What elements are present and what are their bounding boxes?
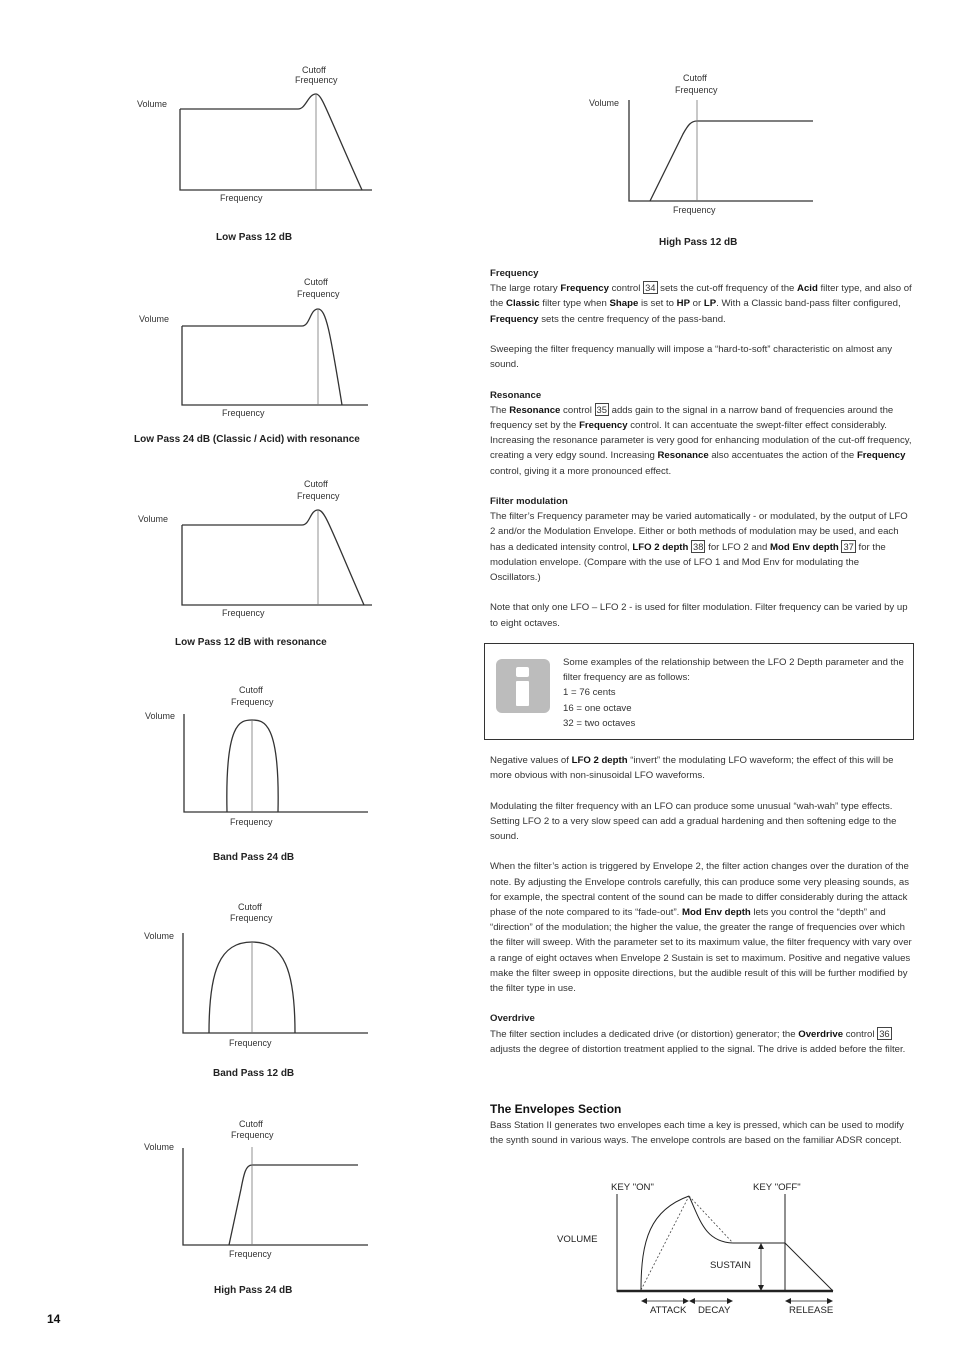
volume-label: Volume xyxy=(144,1142,175,1152)
volume-label: Volume xyxy=(145,711,176,721)
adsr-key-on-label: KEY "ON" xyxy=(611,1182,654,1193)
caption-hp24: High Pass 24 dB xyxy=(214,1285,293,1296)
cutoff-label: Cutoff xyxy=(239,685,263,695)
control-number-box: 38 xyxy=(693,540,704,552)
sweeping-paragraph: Sweeping the filter frequency manually will impose a “hard-to-soft” characteristic on almost any sound. xyxy=(490,344,893,371)
cutoff-label-2: Frequency xyxy=(231,697,274,707)
diagram-low-pass-12 xyxy=(130,60,380,205)
adsr-sustain-label: SUSTAIN xyxy=(710,1260,751,1271)
info-line: Some examples of the relationship between the LFO 2 Depth parameter and the filter frequency are as follows: xyxy=(563,657,904,684)
cutoff-label-2: Frequency xyxy=(675,85,718,95)
cutoff-label: Cutoff xyxy=(238,902,262,912)
frequency-label: Frequency xyxy=(222,608,265,618)
frequency-label: Frequency xyxy=(229,1249,272,1259)
heading-frequency: Frequency xyxy=(490,268,539,279)
cutoff-label: Cutoff xyxy=(304,479,328,489)
control-number-box: 37 xyxy=(843,540,854,552)
caption-bp12: Band Pass 12 dB xyxy=(213,1068,295,1079)
cutoff-label: Cutoff xyxy=(239,1119,263,1129)
negative-values-paragraph: Negative values of LFO 2 depth “invert” the modulating LFO waveform; the effect of this will be more obvious with non-sinusoidal LFO waveforms. xyxy=(490,755,894,782)
caption-lp24res: Low Pass 24 dB (Classic / Acid) with resonance xyxy=(134,434,360,445)
heading-overdrive: Overdrive xyxy=(490,1013,535,1025)
cutoff-label-2: Frequency xyxy=(230,913,273,923)
cutoff-label-2: Frequency xyxy=(297,289,340,299)
info-icon xyxy=(496,659,550,713)
lp12res-graph xyxy=(130,477,380,622)
lp12-graph xyxy=(130,60,380,205)
cutoff-label: Cutoff xyxy=(304,277,328,287)
filter-modulation-paragraph: The filter’s Frequency parameter may be varied automatically - or modulated, by the output of LFO 2 and/or the Modulation Envelope. Either or both methods of modulation may be used, and each has a dedicated intensity control, LFO 2 depth 38 for LFO 2 and Mod Env depth 37 for the modulation envelope. (Compare with the use of LFO 1 and Mod Env for modulating the Oscillators.) xyxy=(490,511,908,584)
cutoff-label-2: Frequency xyxy=(295,75,338,85)
cutoff-label: Cutoff xyxy=(683,73,707,83)
resonance-paragraph: The Resonance control 35 adds gain to the signal in a narrow band of frequencies around the frequency set by the Frequency control. It can accentuate the swept-filter effect considerably. Increasing the resonance parameter is very good for enhancing modulation of the cut-off frequency, creating a very edgy sound. Increasing Resonance also accentuates the action of the Frequency control, giving it a more pronounced effect. xyxy=(490,403,912,477)
info-line: 16 = one octave xyxy=(563,702,632,714)
info-text xyxy=(563,655,908,731)
adsr-diagram xyxy=(555,1180,845,1320)
heading-filter-modulation: Filter modulation xyxy=(490,496,568,507)
frequency-paragraph: The large rotary Frequency control 34 sets the cut-off frequency of the Acid filter type, and also of the Classic filter type when Shape is set to HP or LP. With a Classic band-pass filter configured, Frequency sets the centre frequency of the pass-band. xyxy=(490,282,912,325)
volume-label: Volume xyxy=(144,931,175,941)
adsr-key-off-label: KEY "OFF" xyxy=(753,1182,801,1193)
control-number-box: 34 xyxy=(645,282,656,294)
info-line: 1 = 76 cents xyxy=(563,687,616,699)
frequency-label: Frequency xyxy=(220,193,263,203)
envelope2-paragraph: When the filter’s action is triggered by Envelope 2, the filter action changes over the duration of the note. By adjusting the Envelope controls carefully, this can produce some very pleasing sounds, as for example, the spectral content of the sound can be made to differ considerably during the attack phase of the note compared to its “fade-out”. Mod Env depth lets you control the “depth” and “direction” of the modulation; the higher the value, the greater the range of frequencies over which the filter will sweep. With the parameter set to its maximum value, the filter frequency with vary over a range of eight octaves when Envelope 2 Sustain is set to maximum. Positive and negative values make the filter sweep in opposite directions, but the audible result of this will be further modified by the filter type in use. xyxy=(490,861,912,995)
caption-bp24: Band Pass 24 dB xyxy=(213,852,295,863)
lp24res-graph xyxy=(130,275,380,420)
frequency-label: Frequency xyxy=(229,1038,272,1048)
adsr-release-label: RELEASE xyxy=(789,1305,834,1316)
diagram-band-pass-24 xyxy=(140,682,380,832)
wah-wah-paragraph: Modulating the filter frequency with an LFO can produce some unusual “wah-wah” type effects. Setting LFO 2 to a very slow speed can add a gradual hardening and then softening edge to the sound. xyxy=(490,800,897,842)
volume-label: Volume xyxy=(589,98,620,108)
volume-label: Volume xyxy=(138,514,169,524)
heading-envelopes-section: The Envelopes Section xyxy=(490,1102,622,1116)
volume-label: Volume xyxy=(137,99,168,109)
envelopes-paragraph: Bass Station II generates two envelopes each time a key is pressed, which can be used to modify the synth sound in various ways. The envelope controls are based on the familiar ADSR concept. xyxy=(490,1120,904,1147)
diagram-high-pass-12 xyxy=(585,70,825,220)
adsr-decay-label: DECAY xyxy=(698,1305,731,1316)
diagram-low-pass-12-res xyxy=(130,477,380,622)
caption-lp12res: Low Pass 12 dB with resonance xyxy=(175,637,327,648)
caption-lp12: Low Pass 12 dB xyxy=(216,232,293,243)
cutoff-label: Cutoff xyxy=(302,65,326,75)
adsr-attack-label: ATTACK xyxy=(650,1305,687,1316)
overdrive-paragraph: The filter section includes a dedicated drive (or distortion) generator; the Overdrive control 36 adjusts the degree of distortion treatment applied to the signal. The drive is added before the filter. xyxy=(490,1027,906,1055)
info-box xyxy=(484,643,914,740)
frequency-label: Frequency xyxy=(222,408,265,418)
right-column-text-2 xyxy=(490,753,912,1072)
control-number-box: 35 xyxy=(596,403,607,415)
info-line: 32 = two octaves xyxy=(563,717,636,729)
page-number: 14 xyxy=(47,1312,61,1326)
frequency-label: Frequency xyxy=(230,817,273,827)
lfo2-note-paragraph: Note that only one LFO – LFO 2 - is used for filter modulation. Filter frequency can be varied by up to eight octaves. xyxy=(490,602,908,629)
cutoff-label-2: Frequency xyxy=(231,1130,274,1140)
caption-hp12: High Pass 12 dB xyxy=(659,237,738,248)
frequency-label: Frequency xyxy=(673,205,716,215)
heading-resonance: Resonance xyxy=(490,389,542,401)
control-number-box: 36 xyxy=(879,1027,890,1039)
diagram-high-pass-24 xyxy=(140,1117,380,1267)
cutoff-label-2: Frequency xyxy=(297,491,340,501)
adsr-graph xyxy=(555,1180,845,1320)
diagram-low-pass-24-res xyxy=(130,275,380,420)
volume-label: Volume xyxy=(139,314,170,324)
diagram-band-pass-12 xyxy=(140,900,380,1050)
right-column-text xyxy=(490,266,912,646)
adsr-volume-label: VOLUME xyxy=(557,1234,598,1245)
